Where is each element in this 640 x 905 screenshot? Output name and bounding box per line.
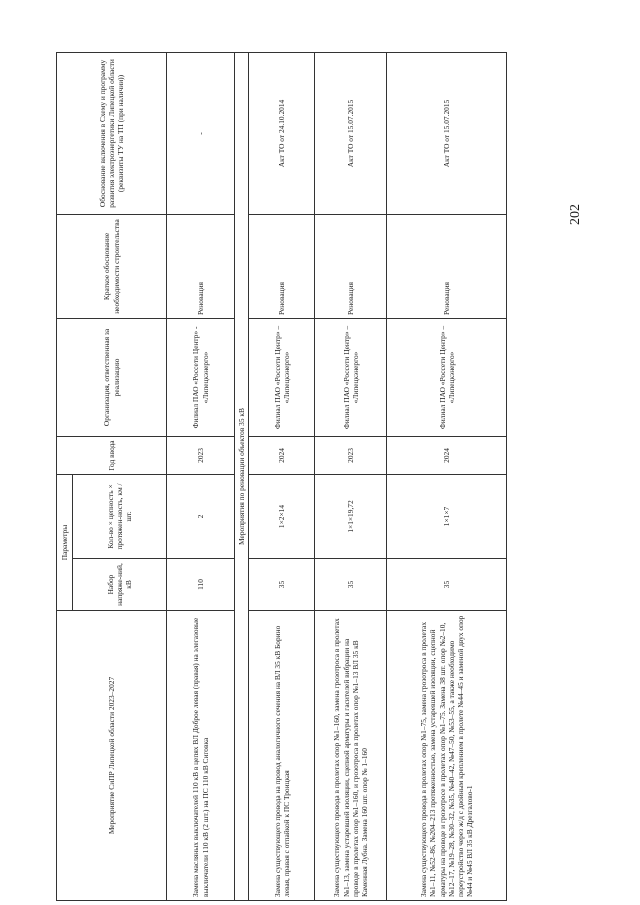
cell-event: Замена существующего провода на провод аналогичного сечения на ВЛ 35 кВ Борино левая, правая с отпайкой к ПС Троицкая — [249, 611, 315, 901]
header-org: Организация, ответственная за реализацию — [57, 318, 167, 436]
table-row — [249, 52, 315, 900]
cell-quantity: 1×1×19,72 — [315, 474, 387, 558]
header-params: Параметры — [57, 474, 73, 610]
cell-year: 2024 — [387, 436, 507, 474]
header-voltage: Набор напряже-ний, кВ — [73, 559, 167, 611]
rotated-table-container — [56, 53, 504, 901]
header-reason: Краткое обоснование необходимости строительства — [57, 214, 167, 318]
renovation-table — [56, 52, 507, 901]
cell-reason: Реновация — [249, 214, 315, 318]
cell-year: 2024 — [249, 436, 315, 474]
table-row — [387, 52, 507, 900]
table-row — [167, 52, 235, 900]
cell-year: 2023 — [315, 436, 387, 474]
section-title: Мероприятия по реновации объектов 35 кВ — [235, 52, 249, 900]
header-quantity: Кол-во × цепность × протяжен-ность, км / шт. — [73, 474, 167, 558]
cell-voltage: 110 — [167, 559, 235, 611]
cell-org: Филиал ПАО «Россети Центр» – «Липецкэнерго» — [387, 318, 507, 436]
header-event: Мероприятие СиПР Липецкой области 2023–2027 — [57, 611, 167, 901]
cell-basis: - — [167, 52, 235, 214]
cell-event: Замена существующего провода в пролетах опор №1–160, замена грозотроса в пролетах №1–13, замена устаревшей изоляции, сцепной арматуры и гасителей вибрации на проводе в пролетах опор №1–160, и грозотроса в пролетах опор №1–13 ВЛ 35 кВ Каменная Лубна. Замена 160 шт. опор № 1–160 — [315, 611, 387, 901]
cell-basis: Акт ТО от 15.07.2015 — [315, 52, 387, 214]
header-basis: Обоснование включения в Схему и программу развития электроэнергетики Липецкой области (реквизиты ТУ на ТП (при наличии)) — [57, 52, 167, 214]
cell-reason: Реновация — [387, 214, 507, 318]
cell-voltage: 35 — [249, 559, 315, 611]
header-year: Год ввода — [57, 436, 167, 474]
cell-year: 2023 — [167, 436, 235, 474]
cell-quantity: 2 — [167, 474, 235, 558]
cell-event: Замена существующего провода в пролетах опор №1–75, замена грозотроса в пролетах №1–11, №52–86, №204–213 протяженностью, замена устаревшей изоляции, сцепной арматуры на проводе и грозотросе в пролетах опор №1–75. Замена 38 шт. опор №2–10, №12–17, №19–28, №30–32, №35, №40–42, №47–50, №53–55, а также необходимо переустройство через ж/д с двойным креплением в пролете №44–45 и заменой двух опор №44 и №45 ВЛ 35 кВ Дрезгалово-1 — [387, 611, 507, 901]
cell-basis: Акт ТО от 24.10.2014 — [249, 52, 315, 214]
cell-org: Филиал ПАО «Россети Центр» – «Липецкэнерго» — [249, 318, 315, 436]
cell-org: Филиал ПАО «Россети Центр» - «Липецкэнерго» — [167, 318, 235, 436]
cell-reason: Реновация — [315, 214, 387, 318]
cell-voltage: 35 — [315, 559, 387, 611]
page-number: 202 — [568, 204, 583, 225]
cell-event: Замена масляных выключателей 110 кВ в цепях ВЛ Доброе левая (правая) на элегазовые выключатели 110 кВ (2 шт.) на ПС 110 кВ Сиговка — [167, 611, 235, 901]
cell-basis: Акт ТО от 15.07.2015 — [387, 52, 507, 214]
cell-quantity: 1×1×7 — [387, 474, 507, 558]
cell-reason: Реновация — [167, 214, 235, 318]
header-row-1 — [57, 52, 73, 900]
cell-voltage: 35 — [387, 559, 507, 611]
cell-org: Филиал ПАО «Россети Центр» – «Липецкэнерго» — [315, 318, 387, 436]
table-row — [315, 52, 387, 900]
section-row — [235, 52, 249, 900]
cell-quantity: 1×2×14 — [249, 474, 315, 558]
